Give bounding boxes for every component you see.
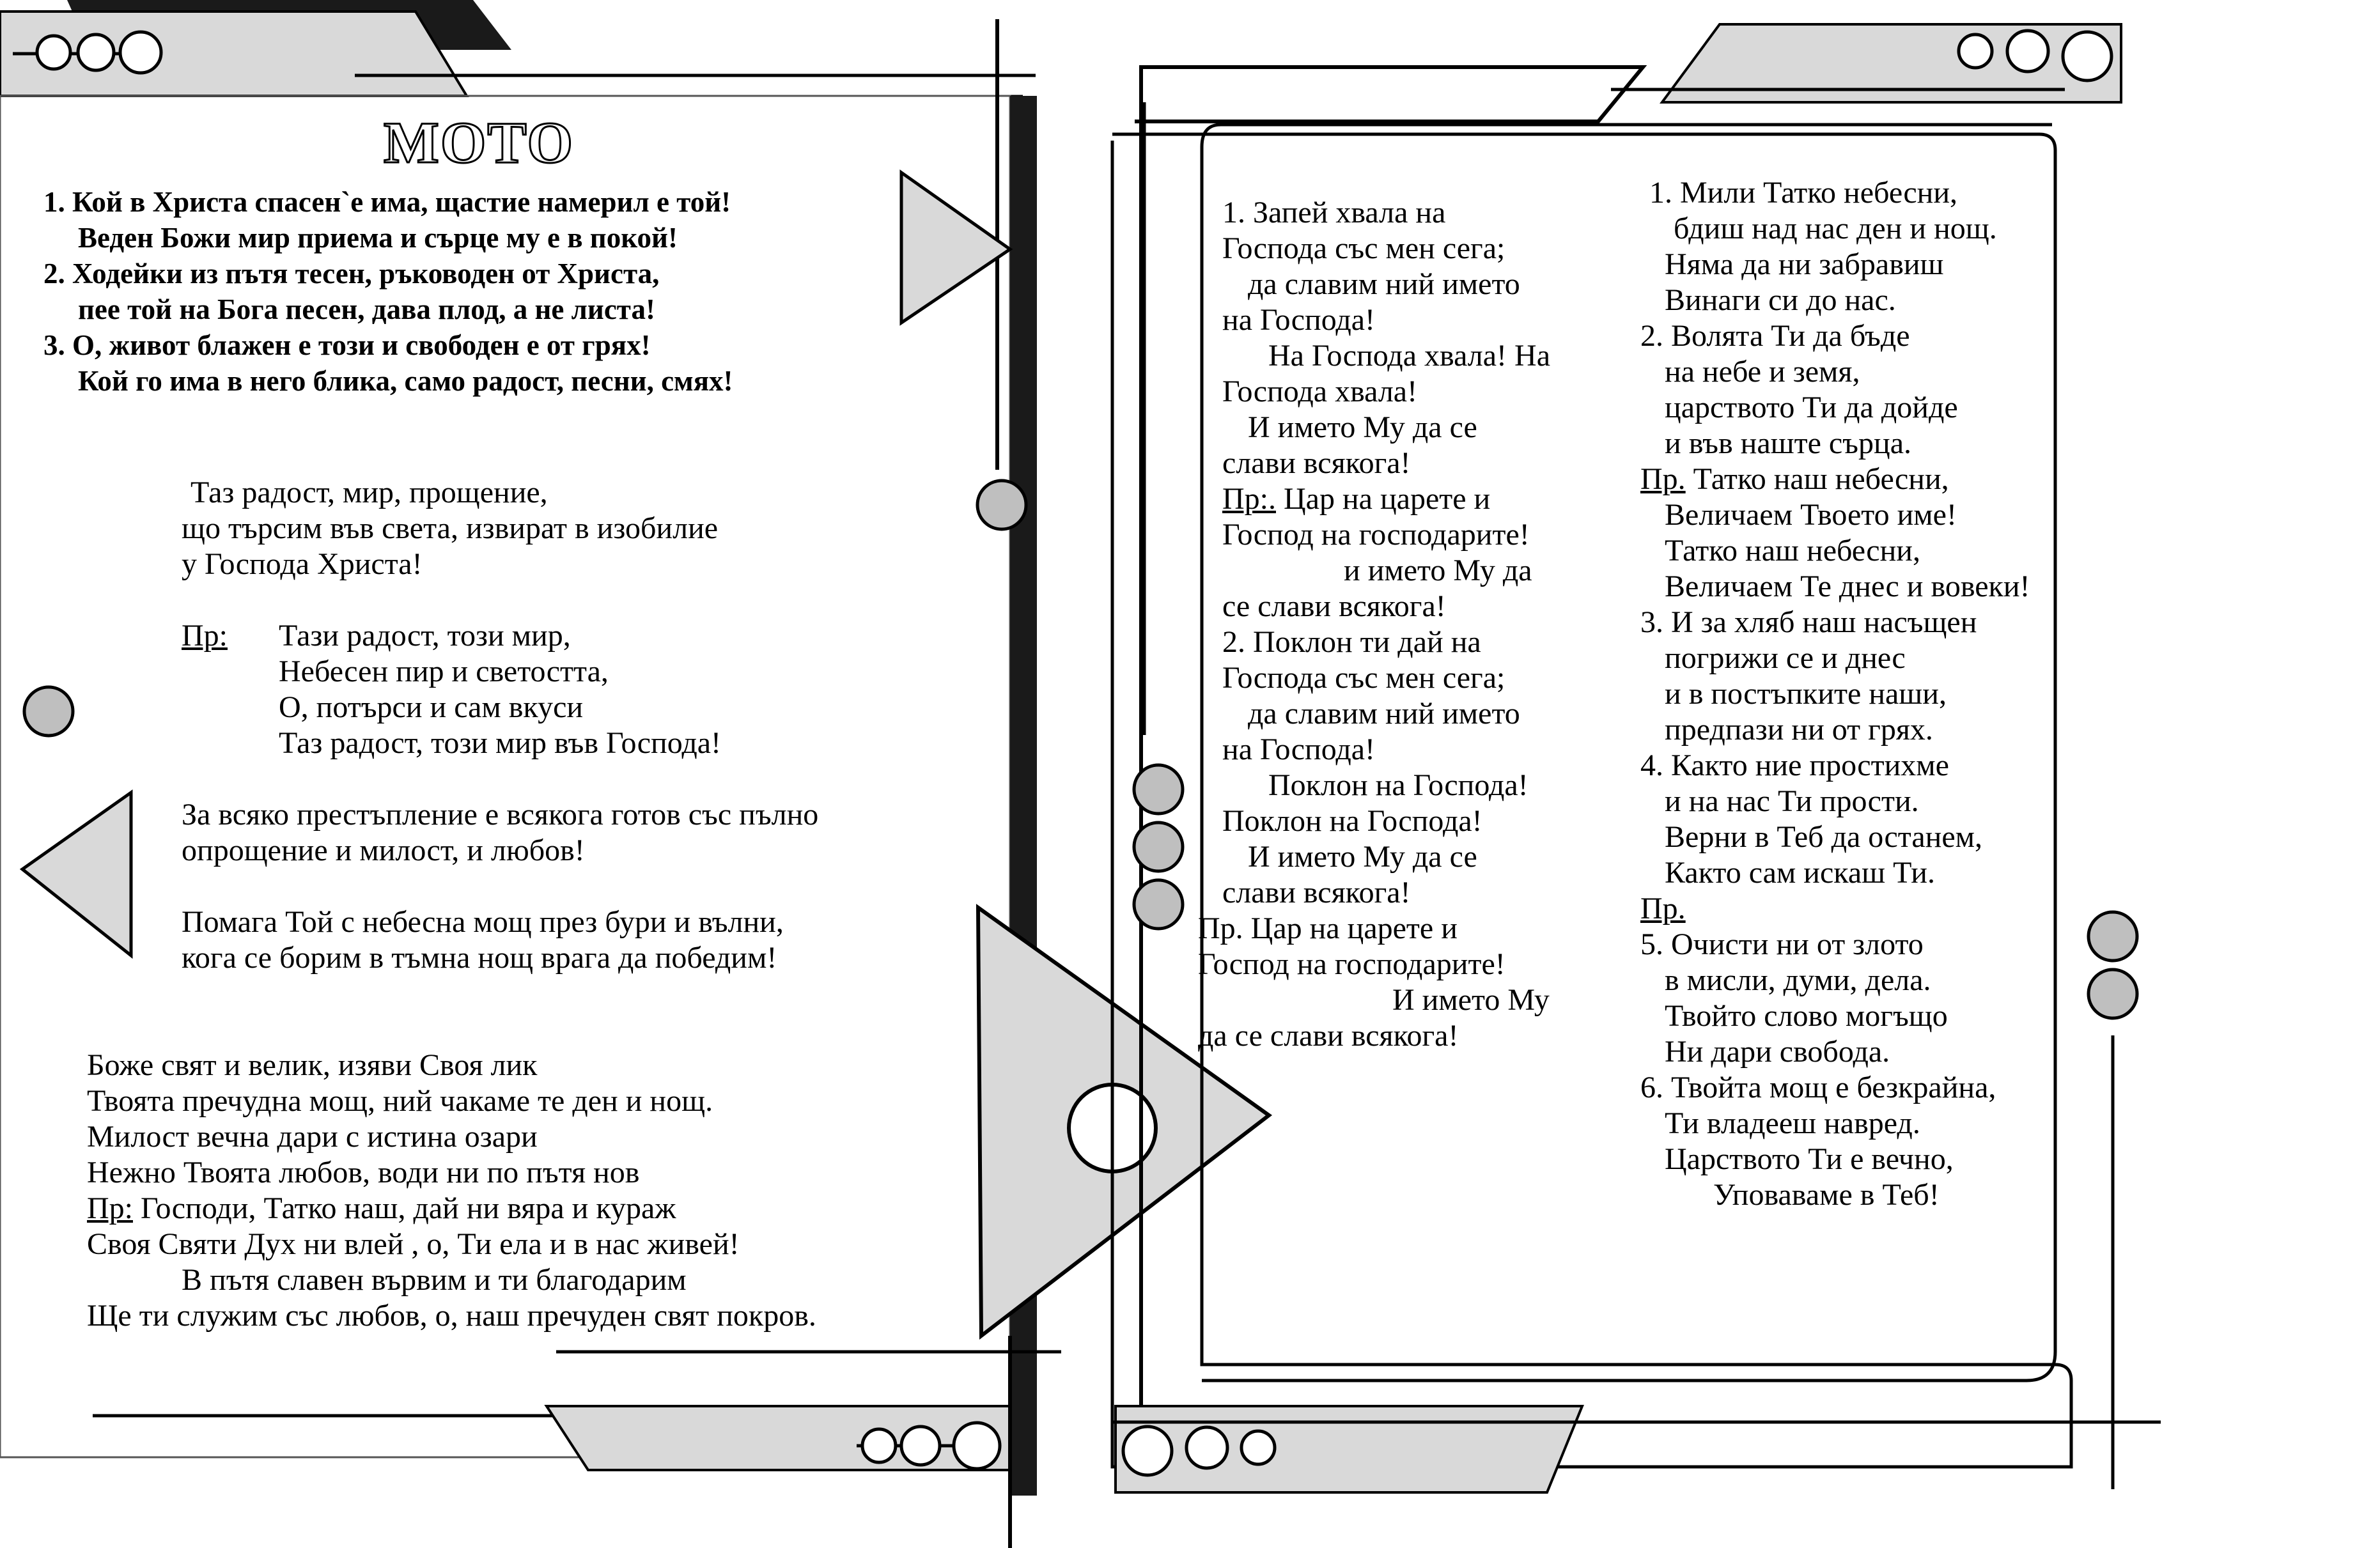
right-line2-3: и в постъпките наши, xyxy=(1665,677,1947,711)
song1-verse3-line-1: Помага Той с небесна мощ през бури и вълни, xyxy=(182,905,784,939)
right-line3-8: Уповаваме в Теб! xyxy=(1713,1178,1940,1212)
circle-right-col-1 xyxy=(1134,765,1183,814)
motto-line-5: 3. О, живот блажен е този и свободен е от грях! xyxy=(43,329,651,361)
mid-line2-2: Господа със мен сега; xyxy=(1222,661,1505,695)
song1-chorus-line-3: О, потърси и сам вкуси xyxy=(279,690,584,724)
mid-line-7: И името Му да се xyxy=(1248,410,1477,444)
mid-line2-6: Поклон на Господа! xyxy=(1222,804,1482,838)
footer-right-circle-2 xyxy=(1186,1427,1227,1468)
mid-line-1: 1. Запей хвала на xyxy=(1222,196,1446,229)
motto-line-4: пее той на Бога песен, дава плод, а не листа! xyxy=(78,293,655,325)
footer-bar-left xyxy=(547,1406,1010,1470)
mid-line2-12: да се слави всякога! xyxy=(1198,1019,1459,1053)
mid-chorus-line-3: и името Му да xyxy=(1344,553,1532,587)
mid-line-6: Господа хвала! xyxy=(1222,375,1418,408)
mid-line-8: слави всякога! xyxy=(1222,446,1411,480)
right-line3-1: 5. Очисти ни от злото xyxy=(1640,927,1924,961)
header-right-circle-2 xyxy=(2007,31,2048,72)
right-chorus-label: Пр. xyxy=(1640,462,1686,496)
song2-chorus-label: Пр: xyxy=(87,1191,133,1225)
motto-line-6: Кой го има в него блика, само радост, песни, смях! xyxy=(78,365,733,397)
song1-verse3-line-2: кога се борим в тъмна нощ врага да победим! xyxy=(182,941,777,975)
song2-chorus-line-2: Своя Святи Дух ни влей , о, Ти ела и в нас живей! xyxy=(87,1227,740,1261)
mid-line2-9: Пр. Цар на царете и xyxy=(1198,911,1458,945)
song2-verse-line-4: Нежно Твоята любов, води ни по пътя нов xyxy=(87,1156,640,1189)
song1-verse-line-2: що търсим във света, извират в изобилие xyxy=(182,511,719,545)
circle-right-col-3 xyxy=(1134,880,1183,929)
right-line2-2: погрижи се и днес xyxy=(1665,641,1906,675)
footer-circle-1 xyxy=(862,1429,896,1462)
song2-chorus-row xyxy=(87,1191,676,1227)
motto-line-2: Веден Божи мир приема и сърце му е в покой! xyxy=(78,222,678,254)
circle-right-margin-2 xyxy=(2088,970,2137,1018)
mid-line2-5: Поклон на Господа! xyxy=(1268,768,1528,802)
mid-chorus-line-2: Господ на господарите! xyxy=(1222,518,1530,552)
footer-circle-3 xyxy=(954,1423,1000,1469)
song1-verse-line-3: у Господа Христа! xyxy=(182,547,423,581)
song1-verse-line-1: Таз радост, мир, прощение, xyxy=(191,476,548,509)
right-line-2: бдиш над нас ден и нощ. xyxy=(1674,212,1997,245)
right-chorus-line-3: Татко наш небесни, xyxy=(1665,534,1920,568)
mid-chorus-row xyxy=(1222,481,1490,517)
right-line3-5: 6. Твойта мощ е безкрайна, xyxy=(1640,1071,1996,1104)
song1-verse2-line-2: опрощение и милост, и любов! xyxy=(182,833,585,867)
right-line-1: 1. Мили Татко небесни, xyxy=(1649,176,1958,210)
right-chorus-row xyxy=(1640,461,1949,497)
mid-line2-10: Господ на господарите! xyxy=(1198,947,1505,981)
song2-chorus-line-3: В пътя славен вървим и ти благодарим xyxy=(182,1263,687,1297)
mid-line2-8: слави всякога! xyxy=(1222,876,1411,909)
header-right-circle-3 xyxy=(2063,32,2112,81)
mid-line2-7: И името Му да се xyxy=(1248,840,1477,874)
motto-line-1: 1. Кой в Христа спасен`е има, щастие намерил е той! xyxy=(43,186,731,218)
triangle-right-top xyxy=(901,173,1010,323)
mid-line2-4: на Господа! xyxy=(1222,732,1376,766)
right-line3-4: Ни дари свобода. xyxy=(1665,1035,1890,1069)
song1-chorus-line-4: Таз радост, този мир във Господа! xyxy=(279,726,722,760)
mid-line-3: да славим ний името xyxy=(1248,267,1520,301)
right-line3-7: Царството Ти е вечно, xyxy=(1665,1142,1954,1176)
mid-line-4: на Господа! xyxy=(1222,303,1376,337)
right-line2-8: Както сам искаш Ти. xyxy=(1665,856,1935,890)
song2-chorus-line-4: Ще ти служим със любов, о, наш пречуден свят покров. xyxy=(87,1299,816,1333)
footer-circle-2 xyxy=(901,1427,940,1465)
right-line-5: 2. Волята Ти да бъде xyxy=(1640,319,1910,353)
right-line-8: и във наште сърца. xyxy=(1665,426,1911,460)
right-line-3: Няма да ни забравиш xyxy=(1665,247,1944,281)
song2-verse-line-3: Милост вечна дари с истина озари xyxy=(87,1120,538,1154)
circle-left-margin xyxy=(24,687,73,736)
song1-chorus-line-2: Небесен пир и светостта, xyxy=(279,654,609,688)
right-line3-3: Твойто слово могъщо xyxy=(1665,999,1948,1033)
circle-mid-top xyxy=(977,481,1026,529)
right-line3-6: Ти владееш навред. xyxy=(1665,1106,1920,1140)
right-line-7: царството Ти да дойде xyxy=(1665,391,1958,424)
right-line2-5: 4. Както ние простихме xyxy=(1640,748,1949,782)
right-line-4: Винаги си до нас. xyxy=(1665,283,1896,317)
right-chorus-line-1: Татко наш небесни, xyxy=(1685,462,1949,496)
footer-right-circle-3 xyxy=(1241,1431,1275,1464)
song2-chorus-line-1: Господи, Татко наш, дай ни вяра и кураж xyxy=(133,1191,676,1225)
song1-chorus-label: Пр: xyxy=(182,619,228,653)
song2-verse-line-2: Твоята пречудна мощ, ний чакаме те ден и нощ. xyxy=(87,1084,713,1118)
mid-line-5: На Господа хвала! На xyxy=(1268,339,1550,373)
mid-line2-11: И името Му xyxy=(1392,983,1550,1017)
right-chorus-line-4: Величаем Те днес и вовеки! xyxy=(1665,569,2030,603)
mid-line-2: Господа със мен сега; xyxy=(1222,231,1505,265)
triangle-left-mid xyxy=(22,793,131,956)
motto-title: МОТО xyxy=(384,110,575,175)
mid-line2-3: да славим ний името xyxy=(1248,697,1520,731)
circle-right-col-2 xyxy=(1134,823,1183,871)
motto-line-3: 2. Ходейки из пътя тесен, ръководен от Христа, xyxy=(43,258,660,290)
right-line2-7: Верни в Теб да останем, xyxy=(1665,820,1983,854)
header-right-circle-1 xyxy=(1959,35,1992,68)
header-circle-3 xyxy=(120,32,161,73)
right-line2-6: и на нас Ти прости. xyxy=(1665,784,1919,818)
circle-right-margin-1 xyxy=(2088,912,2137,961)
header-circle-2 xyxy=(78,35,114,70)
mid-chorus-label: Пр:. xyxy=(1222,482,1276,516)
right-line2-4: предпази ни от грях. xyxy=(1665,713,1933,747)
mid-chorus-line-4: се слави всякога! xyxy=(1222,589,1446,623)
mid-chorus-line-1: Цар на царете и xyxy=(1276,482,1491,516)
right-chorus-line-2: Величаем Твоето име! xyxy=(1665,498,1957,532)
mid-line2-1: 2. Поклон ти дай на xyxy=(1222,625,1481,659)
footer-right-circle-1 xyxy=(1123,1427,1172,1475)
right-line2-1: 3. И за хляб наш насъщен xyxy=(1640,605,1977,639)
right-line3-2: в мисли, думи, дела. xyxy=(1665,963,1931,997)
song1-chorus-line-1: Тази радост, този мир, xyxy=(279,619,571,653)
song1-verse2-line-1: За всяко престъпление е всякога готов със пълно xyxy=(182,798,819,832)
header-circle-1 xyxy=(37,36,70,69)
song2-verse-line-1: Боже свят и велик, изяви Своя лик xyxy=(87,1048,538,1082)
right-line-6: на небе и земя, xyxy=(1665,355,1860,389)
right-chorus-label-2: Пр. xyxy=(1640,892,1686,925)
